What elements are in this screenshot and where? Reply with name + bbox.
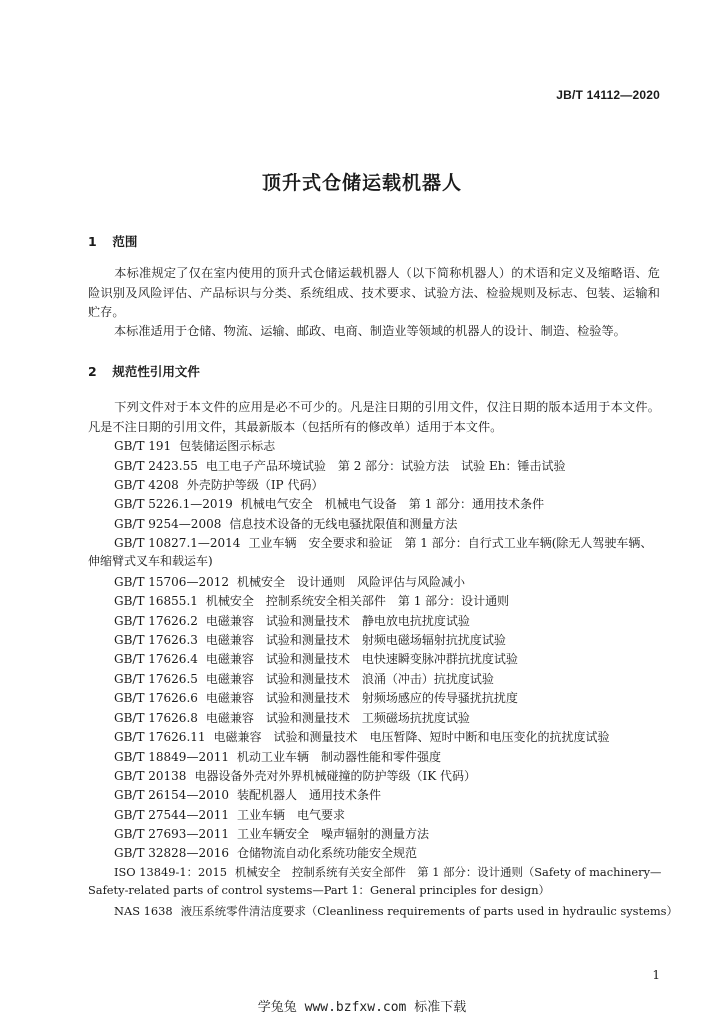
reference-item: GB/T 16855.1 机械安全 控制系统安全相关部件 第 1 部分：设计通则 xyxy=(114,594,510,608)
section-2-title: 规范性引用文件 xyxy=(112,364,200,379)
reference-item: GB/T 17626.5 电磁兼容 试验和测量技术 浪涌（冲击）抗扰度试验 xyxy=(114,672,494,686)
section-1-paragraph-1: 本标准规定了仅在室内使用的顶升式仓储运载机器人（以下简称机器人）的术语和定义及缩略语、危险识别及风险评估、产品标识与分类、系统组成、技术要求、试验方法、检验规则及标志、包装、运输和贮存。 xyxy=(88,266,660,319)
section-1-title: 范围 xyxy=(112,234,138,249)
reference-item: GB/T 18849—2011 机动工业车辆 制动器性能和零件强度 xyxy=(114,750,441,764)
section-2-number: 2 xyxy=(88,364,97,379)
watermark-footer: 学兔兔 www.bzfxw.com 标准下载 xyxy=(257,1000,467,1015)
reference-item: GB/T 17626.3 电磁兼容 试验和测量技术 射频电磁场辐射抗扰度试验 xyxy=(114,633,506,647)
document-title: 顶升式仓储运载机器人 xyxy=(261,172,462,194)
reference-item: GB/T 27693—2011 工业车辆安全 噪声辐射的测量方法 xyxy=(114,827,429,841)
reference-item: GB/T 17626.8 电磁兼容 试验和测量技术 工频磁场抗扰度试验 xyxy=(114,711,470,725)
reference-item: GB/T 5226.1—2019 机械电气安全 机械电气设备 第 1 部分：通用技术条件 xyxy=(114,497,545,511)
reference-item: GB/T 26154—2010 装配机器人 通用技术条件 xyxy=(114,788,381,802)
reference-item: GB/T 4208 外壳防护等级（IP 代码） xyxy=(114,478,324,492)
reference-item: GB/T 17626.11 电磁兼容 试验和测量技术 电压暂降、短时中断和电压变化的抗扰度试验 xyxy=(114,730,610,744)
reference-item: GB/T 27544—2011 工业车辆 电气要求 xyxy=(114,808,345,822)
section-2-paragraph-1: 下列文件对于本文件的应用是必不可少的。凡是注日期的引用文件，仅注日期的版本适用于本文件。凡是不注日期的引用文件，其最新版本（包括所有的修改单）适用于本文件。 xyxy=(88,400,660,434)
section-1-heading xyxy=(88,232,137,250)
standard-code: JB/T 14112—2020 xyxy=(556,88,660,102)
reference-item: GB/T 17626.2 电磁兼容 试验和测量技术 静电放电抗扰度试验 xyxy=(114,614,470,628)
reference-item: GB/T 17626.4 电磁兼容 试验和测量技术 电快速瞬变脉冲群抗扰度试验 xyxy=(114,652,518,666)
reference-item: GB/T 20138 电器设备外壳对外界机械碰撞的防护等级（IK 代码） xyxy=(114,769,476,783)
reference-item: GB/T 191 包装储运图示标志 xyxy=(114,439,276,453)
section-2-heading xyxy=(88,362,200,380)
reference-item: NAS 1638 液压系统零件清洁度要求（Cleanliness requirements of parts used in hydraulic systems） xyxy=(114,904,678,918)
section-1-paragraph-2: 本标准适用于仓储、物流、运输、邮政、电商、制造业等领域的机器人的设计、制造、检验等。 xyxy=(114,324,626,338)
reference-item: GB/T 15706—2012 机械安全 设计通则 风险评估与风险减小 xyxy=(114,575,465,589)
reference-item: ISO 13849-1：2015 机械安全 控制系统有关安全部件 第 1 部分：设计通则（Safety of machinery—Safety-related parts of control systems—Part 1：General principles for design） xyxy=(88,865,662,897)
reference-item: GB/T 17626.6 电磁兼容 试验和测量技术 射频场感应的传导骚扰抗扰度 xyxy=(114,691,518,705)
page-number: 1 xyxy=(652,968,660,982)
reference-item: GB/T 10827.1—2014 工业车辆 安全要求和验证 第 1 部分：自行式工业车辆(除无人驾驶车辆、伸缩臂式叉车和载运车) xyxy=(88,536,653,568)
section-1-number: 1 xyxy=(88,234,97,249)
reference-item: GB/T 9254—2008 信息技术设备的无线电骚扰限值和测量方法 xyxy=(114,517,458,531)
reference-item: GB/T 32828—2016 仓储物流自动化系统功能安全规范 xyxy=(114,846,417,860)
reference-item: GB/T 2423.55 电工电子产品环境试验 第 2 部分：试验方法 试验 Eh：锤击试验 xyxy=(114,459,566,473)
